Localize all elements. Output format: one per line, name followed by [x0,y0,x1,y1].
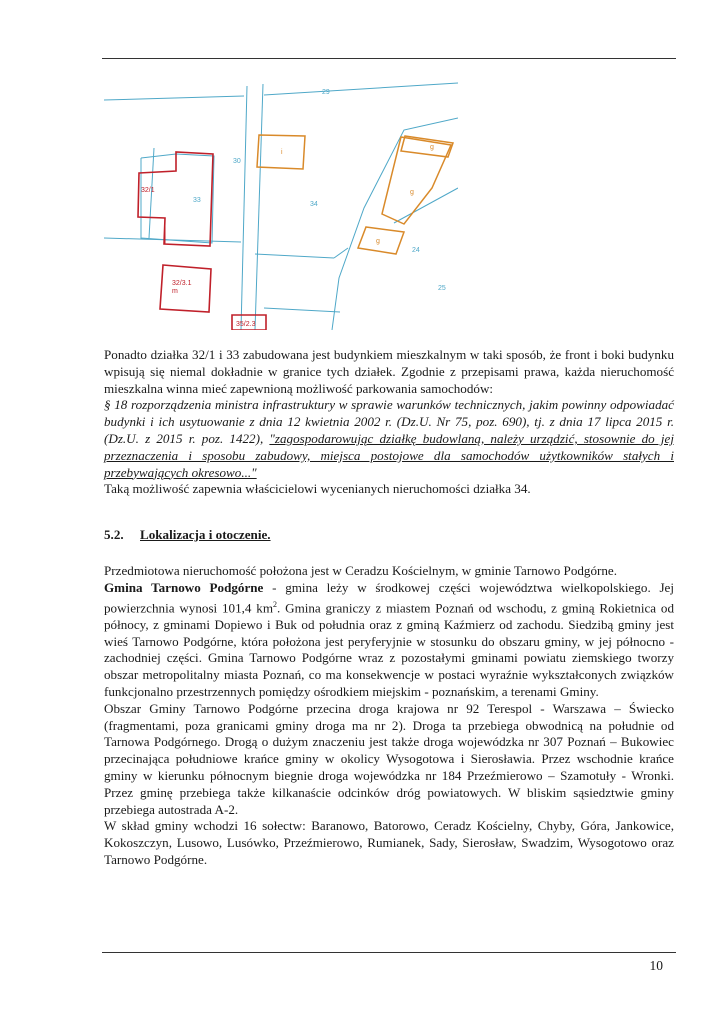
regulation-citation [104,397,674,481]
location-description [104,563,674,869]
parcel-boundary-line [255,254,334,258]
paragraph-location: Przedmiotowa nieruchomość położona jest w Ceradzu Kościelnym, w gminie Tarnowo Podgórne. [104,563,618,578]
paragraph-roads: Obszar Gminy Tarnowo Podgórne przecina droga krajowa nr 92 Terespol - Warszawa – Świecko (fragmentami, poza granicami gminy droga ma nr 2). Droga ta przebiega obwodnicą na południe od Tarnowa Podgórnego. Drogą o dużym znaczeniu jest także droga wojewódzka nr 307 Poznań – Bukowiec przecinająca południowe krańce gminy w okolicy Wysogotowa i Sierosławia. Przez wschodnie krańce gminy w kierunku północnym biegnie droga wojewódzka nr 184 Przeźmierowo – Szamotuły - Wronki. Przez gminę przebiega także kilkanaście odcinków dróg powiatowych. W bliskim sąsiedztwie gminy przebiega autostrada A-2. [104,700,674,817]
label-g-top: g [430,144,434,151]
parcel-boundary-line [104,96,244,100]
label-32-3-1: 32/3.1 [172,280,192,287]
gmina-name: Gmina Tarnowo Podgórne [104,579,264,595]
paragraph-closing: Taką możliwość zapewnia właścicielowi wycenianych nieruchomości działka 34. [104,481,531,497]
section-title: Lokalizacja i otoczenie. [140,527,271,542]
paragraph-intro: Ponadto działka 32/1 i 33 zabudowana jest budynkiem mieszkalnym w taki sposób, że front i boki budynku wpisują się niemal dokładnie w granice tych działek. Zgodnie z przepisami prawa, każda nieruchomość mieszkalna winna mieć zapewnioną możliwość parkowania samochodów: [104,347,674,396]
parcel-boundary-line [264,83,458,95]
paragraph-gmina [104,580,674,701]
label-34: 34 [310,201,318,208]
parcel-33-outline [141,154,214,243]
label-25: 25 [438,285,446,292]
area-superscript: 2 [273,599,278,609]
label-g-mid: g [410,189,414,196]
cadastral-map [104,78,458,330]
gmina-text-a: - gmina leży w środkowej części województwa wielkopolskiego. Jej powierzchnia wynosi 101,4 km [104,579,674,615]
section-heading [104,527,271,543]
label-32-1: 32/1 [141,187,155,194]
header-rule [102,58,676,59]
parcel-boundary-line [334,248,348,258]
paragraph-solectwa: W skład gminy wchodzi 16 sołectw: Baranowo, Batorowo, Ceradz Kościelny, Chyby, Góra, Jankowice, Kokoszczyn, Lusowo, Lusówko, Przeźmierowo, Rumianek, Sady, Sierosław, Swadzim, Wysogotowo oraz Tarnowo Podgórne. [104,818,674,867]
building-32-3-1 [160,265,211,312]
label-35-2-3: 35/2.3 [236,321,256,328]
gmina-text-b: . Gmina graniczy z miastem Poznań od wschodu, z gminą Rokietnica od północy, z gminami Dopiewo i Buk od południa oraz z gminą Kaźmierz od zachodu. Siedzibą gminy jest wieś Tarnowo Podgórne, która położona jest peryferyjnie w stosunku do obszaru gminy, w jej północno - zachodniej części. Gmina Tarnowo Podgórne wraz z pozostałymi gminami powiatu ziemskiego tworzy obszar metropolitalny miasta Poznań, co ma konsekwencje w postaci wyraźnie wykształconych związków funkcjonalno przestrzennych pomiędzy ośrodkiem miejskim - poznańskim, a terenami Gminy. [104,599,674,699]
parcel-boundary-line [394,188,458,223]
parcel-boundary-line [332,118,458,330]
section-number: 5.2. [104,527,124,542]
label-30: 30 [233,158,241,165]
label-m: m [172,288,178,295]
road-edge-line [241,86,247,330]
label-i: i [281,149,283,156]
footer-rule [102,952,676,953]
label-g-bottom: g [376,238,380,245]
regulation-quote: "zagospodarowując działkę budowlaną, należy urządzić, stosownie do jej przeznaczenia i sposobu zabudowy, miejsca postojowe dla samochodów użytkowników stałych i przebywających okresowo..." [104,430,674,480]
page-number: 10 [649,958,663,973]
outbuilding-g-top [401,136,453,157]
parcel-description [104,347,674,498]
road-edge-line [255,84,263,330]
regulation-text: § 18 rozporządzenia ministra infrastruktury w sprawie warunków technicznych, jakim powinny odpowiadać budynki i ich usytuowanie z dnia 12 kwietnia 2002 r. (Dz.U. Nr 75, poz. 690), tj. z dnia 17 lipca 2015 r. (Dz.U. z 2015 r. poz. 1422), [104,397,674,446]
parcel-boundary-line [264,308,340,312]
label-24: 24 [412,247,420,254]
label-29: 29 [322,89,330,96]
outbuilding-g-bottom [358,227,404,254]
label-33: 33 [193,197,201,204]
